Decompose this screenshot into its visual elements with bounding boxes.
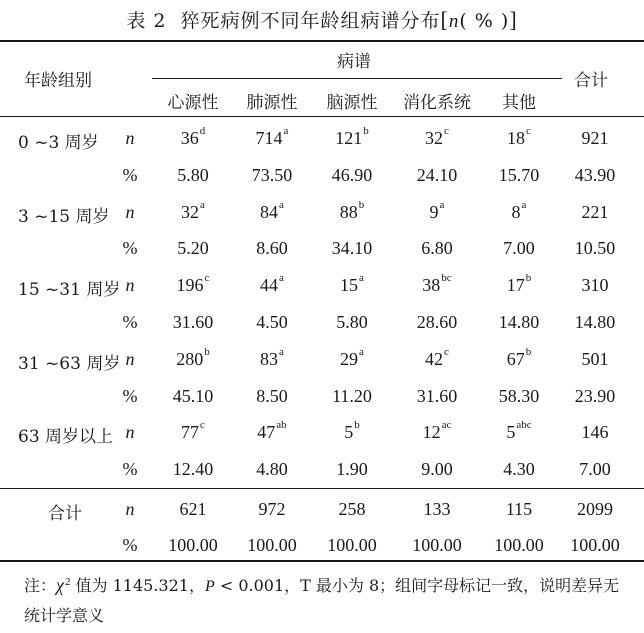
subheader-col-5: 其他 bbox=[502, 93, 536, 113]
subheader-col-4: 消化系统 bbox=[403, 93, 471, 113]
total-cell-pct: 100.00 bbox=[247, 535, 297, 555]
note-chi-exp: 2 bbox=[64, 576, 71, 588]
total-row-label: 合计 bbox=[48, 504, 82, 524]
cell-n-value: 42 bbox=[425, 349, 444, 369]
cell-n-superscript: d bbox=[199, 125, 206, 137]
row-n-label: n bbox=[125, 202, 135, 222]
cell-pct: 15.70 bbox=[498, 165, 540, 185]
cell-n-value: 77 bbox=[181, 422, 200, 442]
cell-n-value: 83 bbox=[260, 349, 279, 369]
table-caption: 猝死病例不同年龄组病谱分布 bbox=[180, 10, 441, 32]
cell-n bbox=[507, 125, 531, 149]
cell-pct: 8.60 bbox=[256, 238, 288, 258]
cell-n bbox=[260, 346, 284, 370]
cell-n-value: 280 bbox=[176, 349, 204, 369]
cell-pct: 73.50 bbox=[251, 165, 293, 185]
subheader-col-3: 脑源性 bbox=[326, 93, 378, 113]
spectrum-rule bbox=[152, 78, 562, 79]
cell-n bbox=[582, 422, 609, 443]
cell-n bbox=[176, 346, 210, 370]
cell-n-superscript: c bbox=[200, 419, 205, 431]
cell-pct: 14.80 bbox=[574, 312, 616, 332]
cell-n bbox=[339, 199, 365, 223]
cell-n bbox=[260, 199, 284, 223]
cell-n bbox=[181, 419, 205, 443]
cell-n-value: 121 bbox=[335, 128, 363, 148]
cell-n bbox=[340, 272, 364, 296]
cell-n-value: 18 bbox=[507, 128, 526, 148]
cell-n-value: 310 bbox=[581, 275, 609, 295]
cell-n bbox=[425, 125, 449, 149]
header-total: 合计 bbox=[574, 71, 608, 91]
cell-n bbox=[257, 419, 287, 443]
cell-n-superscript: a bbox=[359, 346, 364, 358]
row-group-label: 0 ~3 周岁 bbox=[18, 133, 99, 153]
total-cell-pct: 100.00 bbox=[570, 535, 620, 555]
table-number: 表 2 bbox=[126, 10, 167, 32]
cell-pct: 4.50 bbox=[256, 312, 288, 332]
title-n: n bbox=[448, 11, 460, 32]
cell-n-value: 12 bbox=[422, 422, 441, 442]
cell-pct: 23.90 bbox=[574, 386, 616, 406]
row-group-label: 31 ~63 周岁 bbox=[18, 354, 121, 374]
cell-n-superscript: c bbox=[444, 346, 449, 358]
table-note bbox=[24, 571, 624, 630]
cell-pct: 45.10 bbox=[172, 386, 214, 406]
cell-n-superscript: a bbox=[279, 346, 284, 358]
cell-n-superscript: bc bbox=[441, 272, 452, 284]
row-group-label: 3 ~15 周岁 bbox=[18, 207, 110, 227]
note-p: P bbox=[204, 578, 215, 595]
cell-n-superscript: ac bbox=[441, 419, 452, 431]
cell-n-superscript: a bbox=[283, 125, 289, 137]
total-cell-n: 2099 bbox=[577, 499, 613, 519]
cell-n-value: 84 bbox=[260, 202, 279, 222]
note-prefix: 注： bbox=[24, 576, 57, 595]
cell-n-superscript: a bbox=[521, 199, 527, 211]
cell-pct: 46.90 bbox=[331, 165, 373, 185]
total-rule bbox=[0, 488, 644, 489]
title-bracket-open: [ bbox=[440, 7, 449, 32]
row-n-label: n bbox=[125, 349, 135, 369]
cell-n-value: 47 bbox=[257, 422, 276, 442]
cell-n-value: 714 bbox=[255, 128, 283, 148]
cell-n-superscript: b bbox=[525, 272, 532, 284]
total-n-label: n bbox=[125, 499, 135, 519]
cell-n bbox=[344, 419, 360, 443]
cell-n-value: 38 bbox=[422, 275, 441, 295]
cell-pct: 7.00 bbox=[579, 459, 611, 479]
cell-pct: 5.80 bbox=[336, 312, 368, 332]
cell-pct: 10.50 bbox=[574, 238, 616, 258]
cell-n bbox=[176, 272, 210, 296]
cell-n bbox=[582, 202, 609, 223]
cell-pct: 5.20 bbox=[177, 238, 209, 258]
title-percent: ( % ) bbox=[459, 10, 510, 32]
title-bracket-close: ] bbox=[509, 7, 518, 32]
cell-n-superscript: b bbox=[363, 125, 369, 137]
note-text-1: 值为 1145.321， bbox=[70, 576, 205, 595]
total-cell-pct: 100.00 bbox=[327, 535, 377, 555]
cell-n-value: 221 bbox=[581, 202, 609, 222]
cell-n-value: 8 bbox=[511, 202, 521, 222]
subheader-col-2: 肺源性 bbox=[246, 93, 298, 113]
cell-n-value: 5 bbox=[344, 422, 354, 442]
cell-n-superscript: b bbox=[204, 346, 210, 358]
cell-n-superscript: c bbox=[526, 125, 531, 137]
cell-n-value: 17 bbox=[506, 275, 525, 295]
cell-n-value: 32 bbox=[181, 202, 200, 222]
cell-n bbox=[181, 199, 205, 223]
cell-n bbox=[425, 346, 449, 370]
cell-pct: 4.30 bbox=[503, 459, 535, 479]
total-cell-n: 115 bbox=[505, 499, 533, 519]
cell-n bbox=[260, 272, 284, 296]
cell-n-superscript: abc bbox=[516, 419, 532, 431]
total-cell-pct: 100.00 bbox=[412, 535, 462, 555]
top-rule bbox=[0, 40, 644, 42]
cell-n bbox=[340, 346, 364, 370]
cell-n-value: 146 bbox=[581, 422, 609, 442]
cell-n-value: 5 bbox=[506, 422, 516, 442]
total-cell-n: 972 bbox=[258, 499, 286, 519]
row-n-label: n bbox=[125, 275, 135, 295]
total-pct-label: % bbox=[122, 535, 138, 555]
table-title bbox=[0, 6, 644, 33]
header-age-group: 年龄组别 bbox=[24, 71, 92, 91]
cell-pct: 1.90 bbox=[336, 459, 368, 479]
cell-n-value: 196 bbox=[176, 275, 204, 295]
cell-n-superscript: a bbox=[359, 272, 364, 284]
row-pct-label: % bbox=[122, 238, 138, 258]
total-cell-n: 133 bbox=[423, 499, 451, 519]
note-chi: χ bbox=[56, 575, 64, 595]
cell-pct: 24.10 bbox=[416, 165, 458, 185]
cell-pct: 12.40 bbox=[172, 459, 214, 479]
cell-n bbox=[422, 419, 452, 443]
header-rule bbox=[0, 116, 644, 117]
cell-n-value: 29 bbox=[340, 349, 359, 369]
cell-n bbox=[582, 275, 609, 296]
total-cell-pct: 100.00 bbox=[494, 535, 544, 555]
cell-n-superscript: a bbox=[439, 199, 445, 211]
cell-n-value: 9 bbox=[429, 202, 439, 222]
cell-n-superscript: c bbox=[444, 125, 449, 137]
cell-pct: 11.20 bbox=[332, 386, 372, 406]
cell-pct: 34.10 bbox=[331, 238, 373, 258]
cell-pct: 28.60 bbox=[416, 312, 458, 332]
cell-pct: 6.80 bbox=[421, 238, 453, 258]
cell-n bbox=[582, 128, 609, 149]
total-cell-n: 258 bbox=[338, 499, 366, 519]
bottom-rule bbox=[0, 560, 644, 562]
cell-n-superscript: a bbox=[279, 272, 284, 284]
total-cell-n: 621 bbox=[179, 499, 207, 519]
cell-n-value: 921 bbox=[581, 128, 609, 148]
row-pct-label: % bbox=[122, 459, 138, 479]
header-spectrum: 病谱 bbox=[337, 52, 371, 72]
cell-n bbox=[180, 125, 206, 149]
total-cell-pct: 100.00 bbox=[168, 535, 218, 555]
cell-n bbox=[422, 272, 452, 296]
cell-n-superscript: b bbox=[354, 419, 360, 431]
cell-pct: 43.90 bbox=[574, 165, 616, 185]
cell-pct: 31.60 bbox=[416, 386, 458, 406]
cell-n-value: 36 bbox=[180, 128, 199, 148]
cell-n-value: 15 bbox=[340, 275, 359, 295]
cell-n-value: 32 bbox=[425, 128, 444, 148]
cell-n bbox=[511, 199, 527, 223]
row-pct-label: % bbox=[122, 312, 138, 332]
cell-n bbox=[335, 125, 369, 149]
cell-n-superscript: a bbox=[279, 199, 284, 211]
cell-n-superscript: c bbox=[204, 272, 210, 284]
cell-n-superscript: ab bbox=[276, 419, 287, 431]
cell-n-value: 67 bbox=[506, 349, 525, 369]
cell-pct: 8.50 bbox=[256, 386, 288, 406]
cell-n-value: 501 bbox=[581, 349, 609, 369]
cell-pct: 9.00 bbox=[421, 459, 453, 479]
cell-n bbox=[506, 272, 532, 296]
cell-pct: 4.80 bbox=[256, 459, 288, 479]
row-group-label: 15 ~31 周岁 bbox=[18, 280, 121, 300]
cell-pct: 14.80 bbox=[498, 312, 540, 332]
cell-pct: 58.30 bbox=[498, 386, 540, 406]
cell-n bbox=[506, 346, 532, 370]
cell-pct: 7.00 bbox=[503, 238, 535, 258]
cell-n bbox=[429, 199, 445, 223]
row-pct-label: % bbox=[122, 386, 138, 406]
subheader-col-1: 心源性 bbox=[167, 93, 219, 113]
cell-n bbox=[506, 419, 532, 443]
row-pct-label: % bbox=[122, 165, 138, 185]
cell-n-superscript: a bbox=[200, 199, 205, 211]
cell-n bbox=[582, 349, 609, 370]
cell-n-superscript: b bbox=[525, 346, 532, 358]
row-n-label: n bbox=[125, 422, 135, 442]
cell-pct: 5.80 bbox=[177, 165, 209, 185]
row-n-label: n bbox=[125, 128, 135, 148]
note-text-2: < 0.001，T 最小为 8；组间字母标记一致，说明差异无统计学意义 bbox=[24, 576, 620, 625]
row-group-label: 63 周岁以上 bbox=[18, 427, 114, 447]
cell-n bbox=[255, 125, 289, 149]
cell-pct: 31.60 bbox=[172, 312, 214, 332]
cell-n-value: 88 bbox=[339, 202, 358, 222]
cell-n-superscript: b bbox=[358, 199, 365, 211]
cell-n-value: 44 bbox=[260, 275, 279, 295]
